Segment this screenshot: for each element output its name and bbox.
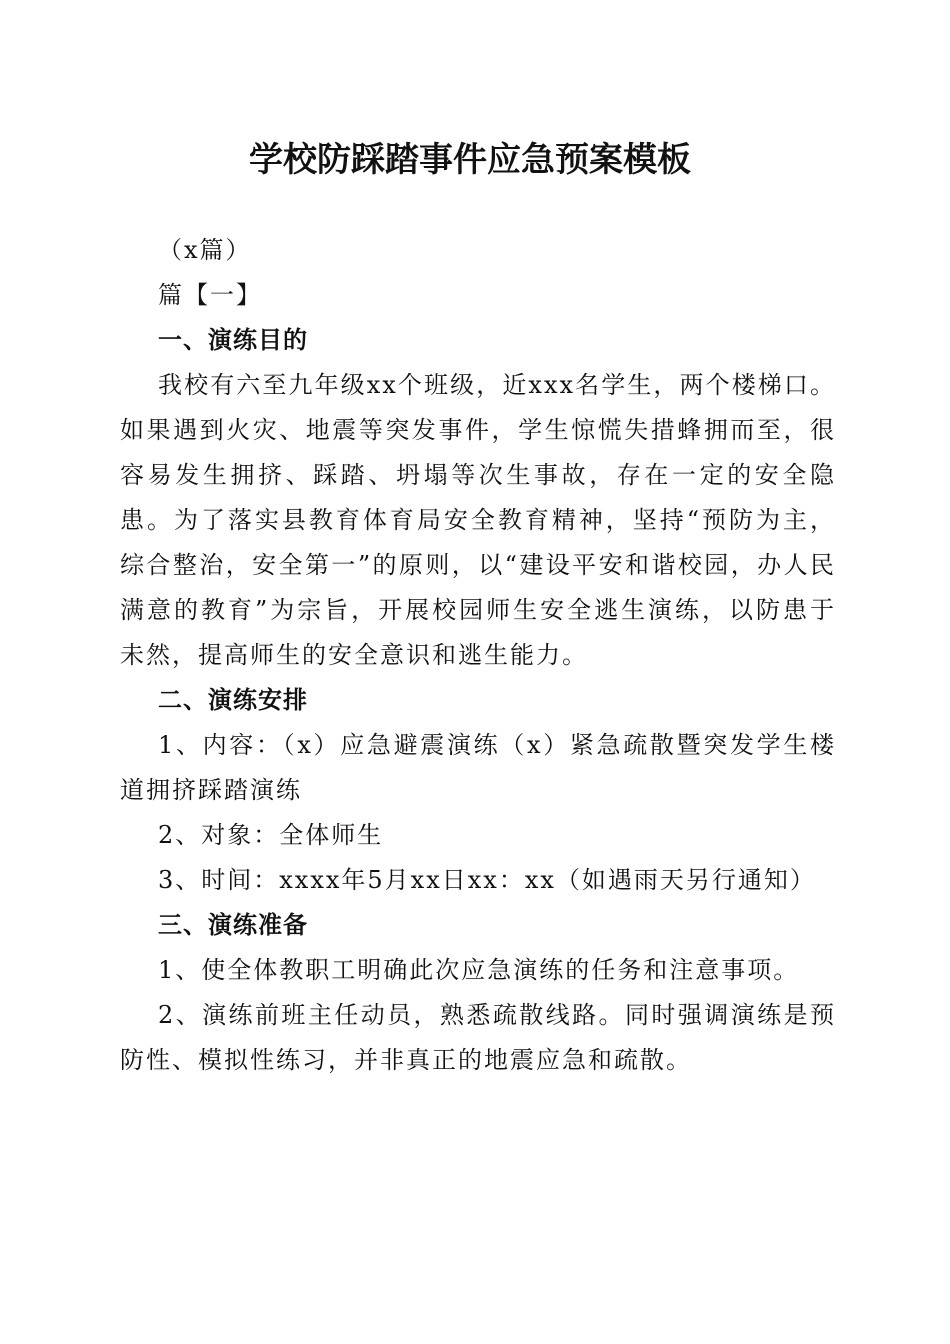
arrangement-item-audience: 2、对象：全体师生	[158, 821, 384, 849]
part-label: 篇【一】	[158, 281, 262, 309]
arrangement-item-content: 1、内容：（x）应急避震演练（x）紧急疏散暨突发学生楼道拥挤踩踏演练	[120, 731, 836, 804]
section-heading-arrangement: 二、演练安排	[158, 686, 308, 714]
preparation-item-2: 2、演练前班主任动员，熟悉疏散线路。同时强调演练是预防性、模拟性练习，并非真正的地震应急和疏散。	[120, 1001, 836, 1074]
document-title: 学校防踩踏事件应急预案模板	[249, 140, 691, 180]
paragraph-purpose: 我校有六至九年级xx个班级，近xxx名学生，两个楼梯口。如果遇到火灾、地震等突发事件，学生惊慌失措蜂拥而至，很容易发生拥挤、踩踏、坍塌等次生事故，存在一定的安全隐患。为了落实县教育体育局安全教育精神，坚持“预防为主，综合整治，安全第一”的原则，以“建设平安和谐校园，办人民满意的教育”为宗旨，开展校园师生安全逃生演练，以防患于未然，提高师生的安全意识和逃生能力。	[120, 371, 836, 669]
section-heading-preparation: 三、演练准备	[158, 911, 308, 939]
preparation-item-1: 1、使全体教职工明确此次应急演练的任务和注意事项。	[158, 956, 800, 984]
arrangement-item-time: 3、时间：xxxx年5月xx日xx：xx（如遇雨天另行通知）	[158, 866, 816, 894]
subtitle: （x篇）	[158, 236, 252, 264]
section-heading-purpose: 一、演练目的	[158, 326, 308, 354]
document-body	[120, 228, 836, 1083]
